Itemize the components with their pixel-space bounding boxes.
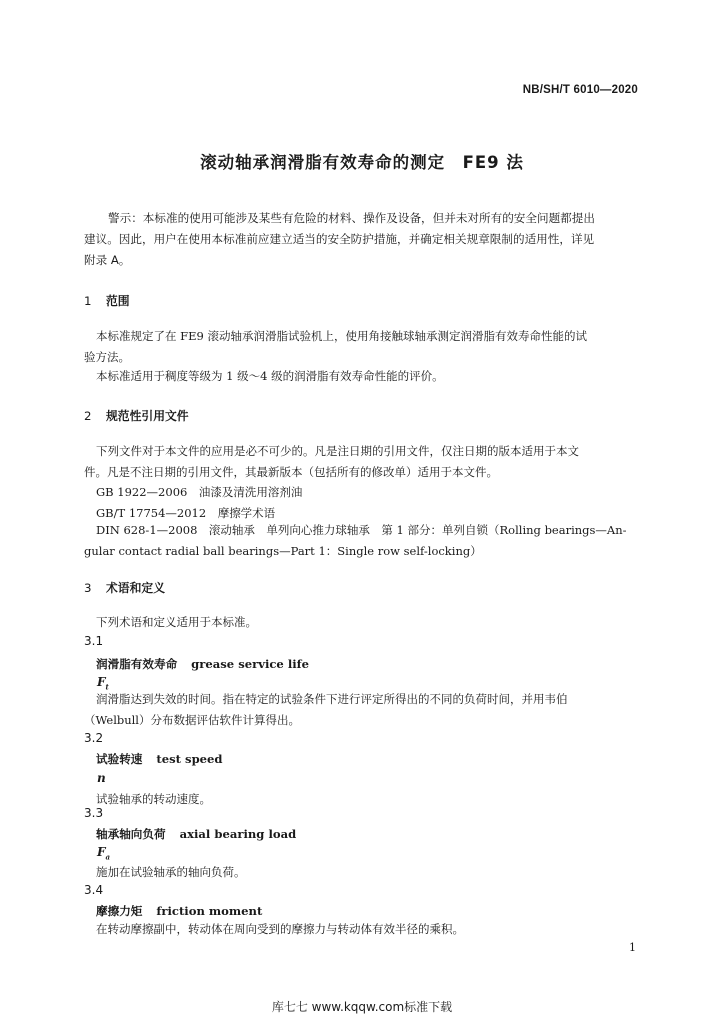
section-2-p1-line-2: 件。凡是不注日期的引用文件，其最新版本（包括所有的修改单）适用于本文件。 bbox=[84, 465, 498, 479]
section-2-p1-line-1: 下列文件对于本文件的应用是必不可少的。凡是注日期的引用文件，仅注日期的版本适用于本文 bbox=[96, 444, 579, 458]
term-symbol-main: F bbox=[97, 845, 106, 859]
section-2-paragraph-1 bbox=[84, 441, 640, 483]
reference-gb-1922: GB 1922—2006 油漆及清洗用溶剂油 bbox=[96, 485, 303, 499]
reference-din-628-line-2: gular contact radial ball bearings—Part 1：Single row self-locking） bbox=[84, 544, 482, 558]
standard-code: NB/SH/T 6010—2020 bbox=[522, 84, 638, 96]
term-symbol-sub: a bbox=[105, 852, 111, 862]
section-1-number: 1 bbox=[84, 294, 92, 308]
reference-din-628 bbox=[84, 520, 640, 562]
term-number: 3.1 bbox=[84, 634, 104, 648]
term-heading bbox=[96, 826, 296, 842]
term-en: axial bearing load bbox=[179, 827, 297, 841]
term-definition bbox=[84, 689, 640, 731]
term-heading bbox=[96, 751, 223, 767]
reference-gbt-17754: GB/T 17754—2012 摩擦学术语 bbox=[96, 506, 276, 520]
term-number: 3.3 bbox=[84, 806, 104, 820]
warning-line-1: 警示：本标准的使用可能涉及某些有危险的材料、操作及设备，但并未对所有的安全问题都提出 bbox=[108, 211, 595, 225]
section-2-number: 2 bbox=[84, 409, 92, 423]
term-definition: 试验轴承的转动速度。 bbox=[96, 792, 211, 806]
term-symbol-main: F bbox=[97, 675, 106, 689]
footer-watermark-text: 库七七 www.kqqw.com标准下载 bbox=[271, 1000, 453, 1014]
section-2-heading bbox=[84, 407, 189, 424]
term-number: 3.4 bbox=[84, 883, 104, 897]
term-heading bbox=[96, 903, 262, 919]
warning-line-3: 附录 A。 bbox=[84, 253, 131, 267]
term-cn: 摩擦力矩 bbox=[96, 904, 143, 918]
section-3-intro: 下列术语和定义适用于本标准。 bbox=[96, 615, 257, 629]
term-en: test speed bbox=[156, 752, 223, 766]
section-3-number: 3 bbox=[84, 581, 92, 595]
term-cn: 轴承轴向负荷 bbox=[96, 827, 166, 841]
section-1-p1-line-2: 验方法。 bbox=[84, 350, 130, 364]
section-1-p1-line-1: 本标准规定了在 FE9 滚动轴承润滑脂试验机上，使用角接触球轴承测定润滑脂有效寿命性能的试 bbox=[96, 329, 587, 343]
section-1-title: 范围 bbox=[106, 294, 130, 308]
section-2-title: 规范性引用文件 bbox=[106, 409, 189, 423]
section-1-paragraph-1 bbox=[84, 326, 640, 368]
section-1-heading bbox=[84, 292, 130, 309]
term-symbol: n bbox=[97, 771, 106, 785]
term-definition-line-2: （Welbull）分布数据评估软件计算得出。 bbox=[84, 713, 300, 727]
warning-line-2: 建议。因此，用户在使用本标准前应建立适当的安全防护措施，并确定相关规章限制的适用性，详见 bbox=[84, 232, 595, 246]
section-1-paragraph-2: 本标准适用于稠度等级为 1 级～4 级的润滑脂有效寿命性能的评价。 bbox=[96, 369, 444, 383]
term-heading bbox=[96, 656, 309, 672]
term-cn: 润滑脂有效寿命 bbox=[96, 657, 178, 671]
term-number: 3.2 bbox=[84, 731, 104, 745]
term-definition: 施加在试验轴承的轴向负荷。 bbox=[96, 865, 246, 879]
warning-block bbox=[84, 208, 640, 271]
section-3-title: 术语和定义 bbox=[106, 581, 165, 595]
term-cn: 试验转速 bbox=[96, 752, 143, 766]
term-definition-line-1: 润滑脂达到失效的时间。指在特定的试验条件下进行评定所得出的不同的负荷时间，并用韦伯 bbox=[96, 692, 568, 706]
term-en: grease service life bbox=[191, 657, 310, 671]
section-3-heading bbox=[84, 579, 165, 596]
page-number: 1 bbox=[629, 941, 636, 954]
term-symbol bbox=[97, 845, 110, 861]
term-definition: 在转动摩擦副中，转动体在周向受到的摩擦力与转动体有效半径的乘积。 bbox=[96, 922, 464, 936]
term-symbol-sub: t bbox=[105, 682, 109, 692]
term-en: friction moment bbox=[156, 904, 263, 918]
reference-din-628-line-1: DIN 628-1—2008 滚动轴承 单列向心推力球轴承 第 1 部分：单列自锁（Rolling bearings—An- bbox=[96, 523, 627, 537]
document-title: 滚动轴承润滑脂有效寿命的测定 FE9 法 bbox=[200, 153, 524, 172]
